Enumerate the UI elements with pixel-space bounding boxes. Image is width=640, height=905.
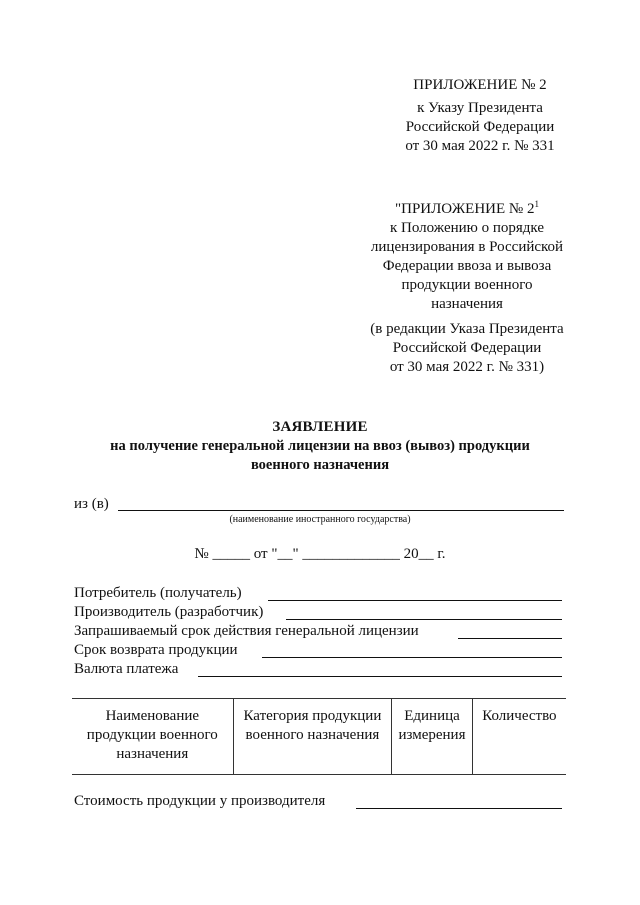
regulation-line-7: Российской Федерации xyxy=(392,340,542,356)
field-producer-label: Производитель (разработчик) xyxy=(74,604,264,620)
from-country-field[interactable] xyxy=(118,510,564,511)
field-currency xyxy=(74,660,564,680)
field-consumer-input[interactable] xyxy=(268,600,562,601)
field-producer-input[interactable] xyxy=(286,619,562,620)
field-cost-input[interactable] xyxy=(356,808,562,809)
field-cost-label: Стоимость продукции у производителя xyxy=(74,793,326,809)
field-consumer-label: Потребитель (получатель) xyxy=(74,585,242,601)
from-label: из (в) xyxy=(74,496,109,512)
appendix-line-3: от 30 мая 2022 г. № 331 xyxy=(405,138,555,154)
table-header-cell: Наименование продукции военного назначения xyxy=(72,699,233,775)
regulation-line-2: лицензирования в Российской xyxy=(370,239,564,255)
field-consumer xyxy=(74,584,564,604)
table-header-cell: Единица измерения xyxy=(392,699,473,775)
field-currency-input[interactable] xyxy=(198,676,562,677)
regulation-title-text: "ПРИЛОЖЕНИЕ № 2 xyxy=(394,201,535,217)
application-subtitle-1: на получение генеральной лицензии на ввоз (вывоз) продукции xyxy=(110,438,530,454)
regulation-title-superscript: 1 xyxy=(534,199,539,209)
application-title-block xyxy=(40,418,600,475)
regulation-header xyxy=(332,195,602,377)
table-header-cell: Категория продукции военного назначения xyxy=(233,699,392,775)
number-date-line: № _____ от "__" _____________ 20__ г. xyxy=(194,546,446,562)
field-cost xyxy=(74,792,564,812)
field-return-term xyxy=(74,641,564,661)
appendix-line-1: к Указу Президента xyxy=(417,100,543,116)
regulation-line-5: назначения xyxy=(431,296,503,312)
application-title: ЗАЯВЛЕНИЕ xyxy=(272,419,368,435)
field-license-term-label: Запрашиваемый срок действия генеральной лицензии xyxy=(74,623,419,639)
appendix-title: ПРИЛОЖЕНИЕ № 2 xyxy=(413,77,547,93)
regulation-title xyxy=(332,195,602,219)
field-producer xyxy=(74,603,564,623)
regulation-line-4: продукции военного xyxy=(401,277,533,293)
appendix-header xyxy=(360,76,600,156)
table-header-row xyxy=(72,699,566,775)
appendix-line-2: Российской Федерации xyxy=(405,119,555,135)
application-subtitle-2: военного назначения xyxy=(250,457,390,473)
regulation-line-3: Федерации ввоза и вывоза xyxy=(382,258,552,274)
from-country-note: (наименование иностранного государства) xyxy=(229,514,411,525)
regulation-line-1: к Положению о порядке xyxy=(390,220,544,236)
field-return-term-label: Срок возврата продукции xyxy=(74,642,238,658)
field-currency-label: Валюта платежа xyxy=(74,661,179,677)
field-return-term-input[interactable] xyxy=(262,657,562,658)
table-header-cell: Количество xyxy=(472,699,566,775)
field-license-term-input[interactable] xyxy=(458,638,562,639)
products-table xyxy=(72,698,566,775)
regulation-line-8: от 30 мая 2022 г. № 331) xyxy=(389,359,545,375)
field-license-term xyxy=(74,622,564,642)
regulation-line-6: (в редакции Указа Президента xyxy=(370,321,564,337)
